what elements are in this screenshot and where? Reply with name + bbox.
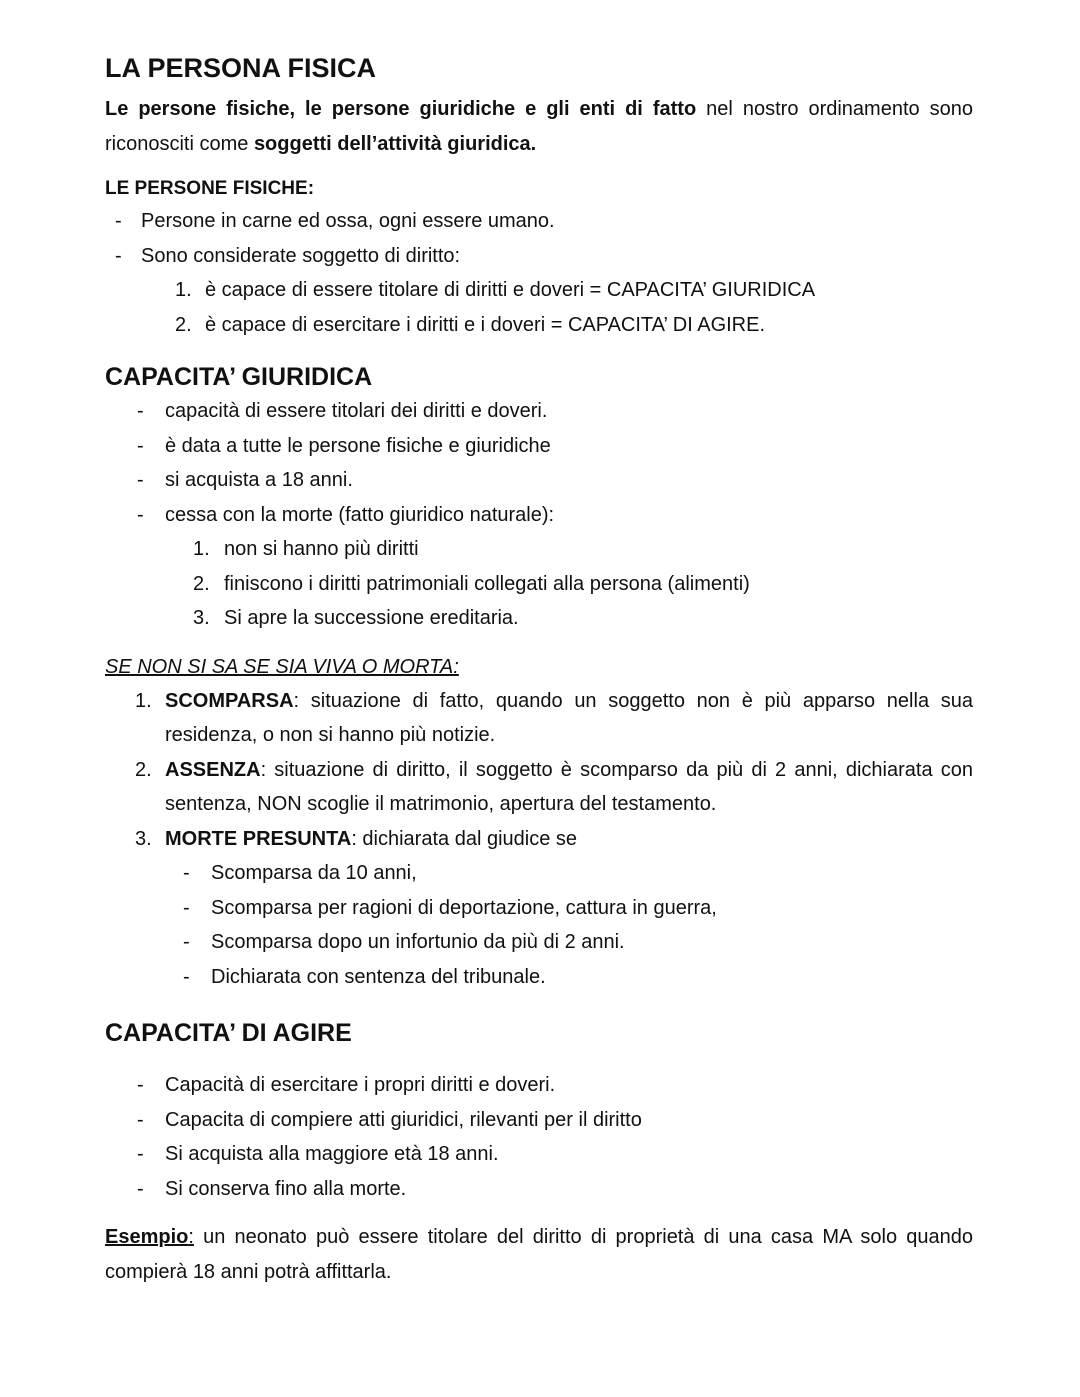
number-marker: 1. (175, 279, 192, 301)
list-item-text: è data a tutte le persone fisiche e giuridiche (165, 434, 551, 457)
list-item (105, 463, 973, 498)
document-page (105, 50, 973, 1290)
example-text: un neonato può essere titolare del diritto di proprietà di una casa MA solo quando compierà 18 anni potrà affittarla. (105, 1226, 973, 1283)
dash-marker: - (183, 896, 190, 919)
dash-marker: - (183, 931, 190, 953)
list-item-text (165, 684, 973, 753)
persone-fisiche-heading: LE PERSONE FISICHE: (105, 178, 315, 199)
list-item-text (165, 822, 973, 857)
capacita-giuridica-heading: CAPACITA’ GIURIDICA (105, 363, 373, 391)
list-item-text: è capace di esercitare i diritti e i doveri = CAPACITA’ DI AGIRE. (205, 313, 766, 336)
term-assenza: ASSENZA (165, 758, 261, 781)
list-item-text: Capacita di compiere atti giuridici, rilevanti per il diritto (165, 1108, 642, 1131)
intro-bold-subjects: Le persone fisiche, le persone giuridiche e gli enti di fatto (105, 98, 697, 120)
dash-marker: - (137, 1074, 144, 1096)
morte-presunta-sublist (105, 856, 973, 994)
list-item-text (165, 753, 973, 822)
dash-marker: - (115, 210, 122, 232)
list-item-text: Si apre la successione ereditaria. (224, 607, 519, 629)
capacita-agire-heading: CAPACITA’ DI AGIRE (105, 1019, 352, 1047)
list-item (105, 1137, 973, 1172)
list-item (105, 1068, 973, 1103)
list-item (105, 891, 973, 926)
list-item (105, 925, 973, 960)
persone-fisiche-sublist (105, 273, 973, 342)
example-colon: : (188, 1226, 194, 1248)
list-item-text: si acquista a 18 anni. (165, 469, 353, 491)
list-item (105, 1103, 973, 1138)
term-definition: : situazione di diritto, il soggetto è scomparso da più di 2 anni, dichiarata con sentenza, NON scoglie il matrimonio, apertura del testamento. (165, 758, 973, 815)
example-paragraph (105, 1220, 973, 1290)
dash-marker: - (137, 1177, 144, 1200)
intro-bold-legal-activity: soggetti dell’attività giuridica. (253, 133, 537, 155)
list-item-text: Scomparsa da 10 anni, (211, 862, 417, 884)
list-item (105, 960, 973, 995)
capacita-agire-list (105, 1068, 973, 1206)
list-item-text: Scomparsa per ragioni di deportazione, cattura in guerra, (211, 896, 717, 919)
list-item-text: non si hanno più diritti (224, 538, 419, 560)
dash-marker: - (137, 503, 144, 526)
list-item (105, 429, 973, 464)
list-item-text: Dichiarata con sentenza del tribunale. (211, 965, 546, 988)
capacita-giuridica-list (105, 394, 973, 532)
scomparsa-heading: SE NON SI SA SE SIA VIVA O MORTA: (105, 655, 459, 678)
list-item (105, 856, 973, 891)
number-marker: 2. (135, 758, 152, 781)
intro-text: nel nostro ordinamento sono riconosciti come (105, 98, 973, 155)
number-marker: 1. (135, 689, 152, 712)
dash-marker: - (137, 400, 144, 422)
capacita-giuridica-sublist (105, 532, 973, 636)
term-scomparsa: SCOMPARSA (165, 689, 294, 712)
list-item (105, 532, 973, 567)
list-item-text: Sono considerate soggetto di diritto: (141, 244, 461, 267)
number-marker: 1. (193, 538, 210, 560)
dash-marker: - (183, 965, 190, 988)
list-item-text: Persone in carne ed ossa, ogni essere umano. (141, 210, 555, 232)
dash-marker: - (137, 1108, 144, 1131)
dash-marker: - (137, 1143, 144, 1165)
scomparsa-list (105, 684, 973, 857)
list-item-text: finiscono i diritti patrimoniali collegati alla persona (alimenti) (224, 572, 750, 595)
term-definition: : situazione di fatto, quando un soggetto non è più apparso nella sua residenza, o non si hanno più notizie. (165, 689, 973, 746)
list-item (105, 273, 973, 308)
number-marker: 3. (193, 607, 210, 629)
term-morte-presunta: MORTE PRESUNTA (165, 827, 352, 850)
dash-marker: - (115, 244, 122, 267)
list-item (105, 567, 973, 602)
intro-paragraph (105, 92, 973, 162)
list-item-text: capacità di essere titolari dei diritti e doveri. (165, 400, 548, 422)
list-item (105, 684, 973, 753)
list-item-text: Si conserva fino alla morte. (165, 1177, 407, 1200)
list-item-text: è capace di essere titolare di diritti e doveri = CAPACITA’ GIURIDICA (205, 279, 816, 301)
persone-fisiche-list (105, 204, 973, 273)
list-item (105, 239, 973, 274)
number-marker: 2. (193, 572, 210, 595)
page-title: LA PERSONA FISICA (105, 53, 377, 83)
list-item (105, 822, 973, 857)
list-item (105, 1172, 973, 1207)
number-marker: 3. (135, 827, 152, 850)
list-item-text: Capacità di esercitare i propri diritti e doveri. (165, 1074, 556, 1096)
list-item-text: Scomparsa dopo un infortunio da più di 2 anni. (211, 931, 625, 953)
list-item (105, 753, 973, 822)
number-marker: 2. (175, 313, 192, 336)
list-item (105, 394, 973, 429)
list-item (105, 204, 973, 239)
term-definition: : dichiarata dal giudice se (351, 827, 578, 850)
dash-marker: - (183, 862, 190, 884)
dash-marker: - (137, 469, 144, 491)
list-item (105, 498, 973, 533)
list-item-text: Si acquista alla maggiore età 18 anni. (165, 1143, 499, 1165)
dash-marker: - (137, 434, 144, 457)
list-item (105, 308, 973, 343)
list-item (105, 601, 973, 636)
example-label: Esempio (105, 1226, 189, 1248)
list-item-text: cessa con la morte (fatto giuridico naturale): (165, 503, 555, 526)
